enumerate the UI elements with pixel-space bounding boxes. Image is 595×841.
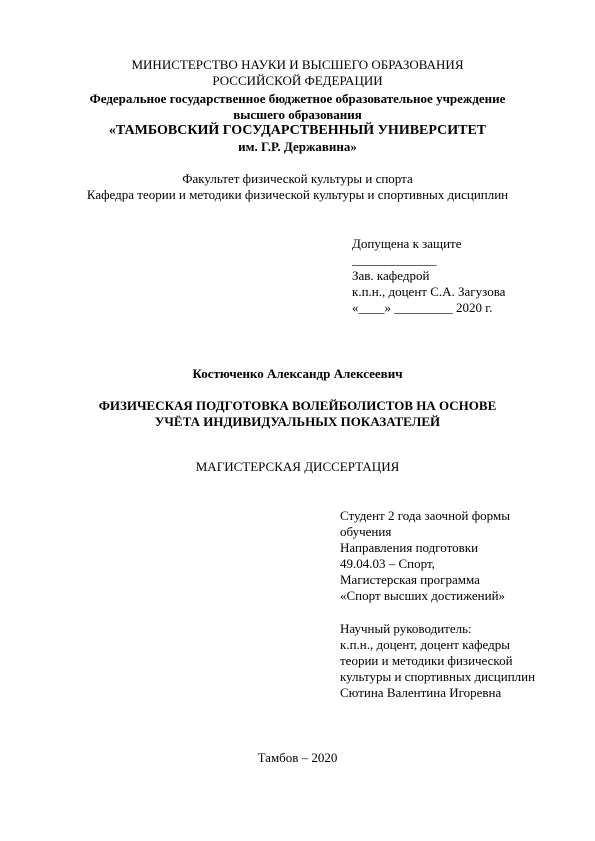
faculty-name: Факультет физической культуры и спорта <box>182 171 413 186</box>
city-year: Тамбов – 2020 <box>257 750 338 765</box>
faculty-block <box>0 171 595 203</box>
thesis-title-line-1: ФИЗИЧЕСКАЯ ПОДГОТОВКА ВОЛЕЙБОЛИСТОВ НА ОСНОВЕ <box>98 398 497 413</box>
supervisor-info-line: Сютина Валентина Игоревна <box>340 685 502 700</box>
student-info <box>340 508 585 604</box>
admitted-text: Допущена к защите <box>352 236 462 251</box>
supervisor-info-line: Научный руководитель: <box>340 621 472 636</box>
approval-date-line: «____» _________ 2020 г. <box>352 300 493 315</box>
student-info-line: Студент 2 года заочной формы <box>340 508 510 523</box>
thesis-title <box>0 398 595 430</box>
head-name: к.п.н., доцент С.А. Загузова <box>352 284 506 299</box>
thesis-title-line-2: УЧЁТА ИНДИВИДУАЛЬНЫХ ПОКАЗАТЕЛЕЙ <box>154 414 441 429</box>
department-name: Кафедра теории и методики физической культуры и спортивных дисциплин <box>86 187 509 202</box>
university-line-1: «ТАМБОВСКИЙ ГОСУДАРСТВЕННЫЙ УНИВЕРСИТЕТ <box>108 123 487 138</box>
supervisor-info-line: теории и методики физической <box>340 653 513 668</box>
signature-line: _____________ <box>352 252 437 267</box>
student-info-line: обучения <box>340 524 392 539</box>
supervisor-info-line: культуры и спортивных дисциплин <box>340 669 536 684</box>
ministry-line-1: МИНИСТЕРСТВО НАУКИ И ВЫСШЕГО ОБРАЗОВАНИЯ <box>131 57 464 72</box>
ministry-header <box>0 57 595 89</box>
student-info-line: Магистерская программа <box>340 572 480 587</box>
ministry-line-2: РОССИЙСКОЙ ФЕДЕРАЦИИ <box>212 73 383 88</box>
approval-block <box>352 236 582 316</box>
head-title: Зав. кафедрой <box>352 268 430 283</box>
university-line-2: им. Г.Р. Державина» <box>238 139 357 154</box>
institution-line-1: Федеральное государственное бюджетное образовательное учреждение <box>89 91 506 106</box>
student-info-line: Направления подготовки <box>340 540 479 555</box>
institution-header <box>0 91 595 155</box>
supervisor-info <box>340 621 585 701</box>
thesis-type: МАГИСТЕРСКАЯ ДИССЕРТАЦИЯ <box>195 459 400 474</box>
author-name: Костюченко Александр Алексеевич <box>192 366 403 381</box>
student-info-line: «Спорт высших достижений» <box>340 588 506 603</box>
institution-line-2: высшего образования <box>233 107 362 122</box>
student-info-line: 49.04.03 – Спорт, <box>340 556 435 571</box>
supervisor-info-line: к.п.н., доцент, доцент кафедры <box>340 637 510 652</box>
